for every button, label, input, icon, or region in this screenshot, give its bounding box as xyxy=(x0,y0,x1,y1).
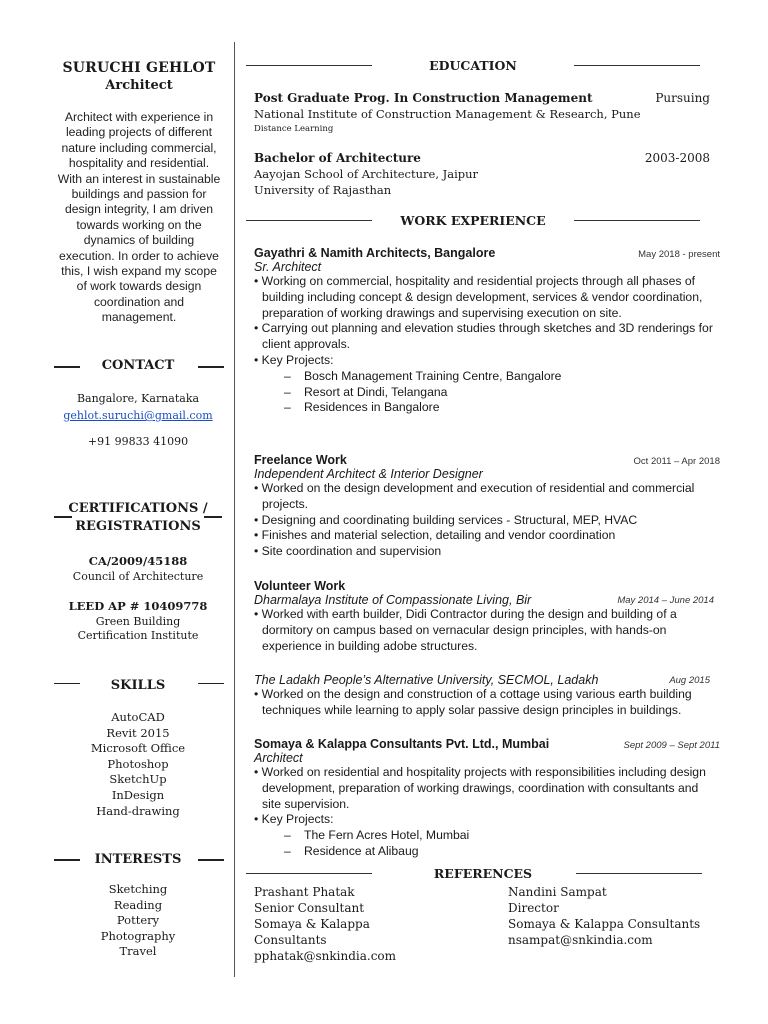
list-item xyxy=(254,812,720,828)
contact-location: Bangalore, Karnataka xyxy=(76,392,200,405)
project-text: Bosch Management Training Centre, Bangalore xyxy=(304,368,562,383)
certifications-heading-line1: CERTIFICATIONS / xyxy=(68,501,208,516)
job-dates: Sept 2009 – Sept 2011 xyxy=(623,740,720,751)
skill-item: SketchUp xyxy=(109,772,167,787)
dash-icon: – xyxy=(284,828,291,843)
cert-id: LEED AP # 10409778 xyxy=(68,599,208,613)
job-bullets xyxy=(254,274,720,416)
work-rule-right xyxy=(574,220,700,221)
education-institute: National Institute of Construction Management & Research, Pune xyxy=(254,107,641,121)
bullet-icon: • xyxy=(254,687,259,701)
interest-item: Photography xyxy=(100,928,176,943)
references-heading: REFERENCES xyxy=(433,866,533,881)
list-item xyxy=(254,544,720,560)
education-rule-left xyxy=(246,65,372,66)
candidate-role: Architect xyxy=(105,78,173,93)
dash-icon: – xyxy=(284,368,291,383)
skill-item: AutoCAD xyxy=(111,710,165,724)
skills-rule-right xyxy=(198,683,224,684)
reference-title: Director xyxy=(508,901,559,915)
candidate-name: SURUCHI GEHLOT xyxy=(62,60,216,76)
project-text: Residences in Bangalore xyxy=(304,400,440,415)
education-heading: EDUCATION xyxy=(429,58,517,73)
bullet-icon: • xyxy=(254,528,259,543)
contact-rule-right xyxy=(198,366,224,368)
list-item xyxy=(254,481,720,513)
skill-item: Photoshop xyxy=(107,756,169,771)
reference-email: nsampat@snkindia.com xyxy=(508,933,653,947)
bullet-text: Worked on residential and hospitality projects with responsibilities including design development, preparation of working drawings, coordination with consultants and site supervision. xyxy=(261,765,706,811)
bullet-text: Worked on the design and construction of a cottage using various earth building techniques while learning to apply solar passive design principles in buildings. xyxy=(261,687,692,717)
column-divider xyxy=(234,42,235,977)
sidebar xyxy=(0,0,234,1024)
dash-icon: – xyxy=(284,400,291,415)
job-entry xyxy=(254,453,720,560)
project-text: Residence at Alibaug xyxy=(304,843,419,858)
education-status: Pursuing xyxy=(655,91,710,105)
reference-email: pphatak@snkindia.com xyxy=(254,949,397,963)
cert-id: CA/2009/45188 xyxy=(88,554,188,568)
reference-name: Prashant Phatak xyxy=(254,885,355,899)
skill-item: Microsoft Office xyxy=(90,741,186,756)
certifications-heading-line2: REGISTRATIONS xyxy=(75,519,201,534)
list-item xyxy=(254,513,720,529)
bullet-icon: • xyxy=(254,512,259,527)
job-role: Dharmalaya Institute of Compassionate Living, Bir xyxy=(254,593,532,607)
interests-heading: INTERESTS xyxy=(94,852,182,867)
project-item xyxy=(254,385,720,401)
education-title: Bachelor of Architecture xyxy=(254,151,421,165)
bullet-text: Worked with earth builder, Didi Contractor during the design and building of a dormitory on campus based on vernacular design principles, with hands-on experience in building adobe structures. xyxy=(261,607,677,653)
work-heading: WORK EXPERIENCE xyxy=(400,213,546,228)
project-item xyxy=(254,369,720,385)
list-item xyxy=(254,687,720,719)
bullet-icon: • xyxy=(254,481,259,495)
contact-heading: CONTACT xyxy=(101,358,175,373)
reference-title: Senior Consultant xyxy=(254,901,365,915)
reference-card xyxy=(254,884,396,964)
education-years: 2003-2008 xyxy=(644,151,710,165)
job-bullets xyxy=(254,481,720,560)
cert-rule-right xyxy=(204,516,222,518)
list-item xyxy=(254,607,720,654)
job-company: Freelance Work xyxy=(254,453,347,467)
job-entry xyxy=(254,246,720,416)
dash-icon: – xyxy=(284,843,291,858)
interest-item: Pottery xyxy=(116,913,160,928)
skill-item: InDesign xyxy=(111,787,165,802)
interest-item: Sketching xyxy=(108,882,168,896)
bullet-icon: • xyxy=(254,812,259,827)
job-bullets xyxy=(254,687,720,719)
bullet-icon: • xyxy=(254,544,259,559)
reference-company: Consultants xyxy=(254,933,327,947)
bullet-text: Finishes and material selection, detailing and vendor coordination xyxy=(261,528,616,543)
job-company: Somaya & Kalappa Consultants Pvt. Ltd., Mumbai xyxy=(254,737,550,751)
education-institute: Aayojan School of Architecture, Jaipur xyxy=(254,167,479,181)
job-entry xyxy=(254,737,720,860)
profile-summary: Architect with experience in leading projects of different nature including commercial, hospitality and residential. With an interest in sustainable buildings and passion for design integrity, I am driven towards working on the dynamics of building execution. In order to achieve this, I wish expand my scope of work towards design coordination and management. xyxy=(57,110,221,325)
list-item xyxy=(254,765,720,812)
cert-org: Council of Architecture xyxy=(72,570,204,583)
job-dates: Oct 2011 – Apr 2018 xyxy=(633,456,720,467)
job-role: Independent Architect & Interior Designer xyxy=(254,467,483,481)
job-company: Gayathri & Namith Architects, Bangalore xyxy=(254,246,496,260)
education-university: University of Rajasthan xyxy=(254,183,392,197)
reference-name: Nandini Sampat xyxy=(508,885,607,899)
contact-phone: +91 99833 41090 xyxy=(87,435,189,448)
list-item xyxy=(254,274,720,321)
bullet-icon: • xyxy=(254,274,259,288)
interests-list xyxy=(40,882,236,960)
work-rule-left xyxy=(246,220,372,221)
job-bullets xyxy=(254,607,720,654)
project-text: The Fern Acres Hotel, Mumbai xyxy=(304,828,470,843)
bullet-text: Worked on the design development and execution of residential and commercial projects. xyxy=(261,481,695,511)
bullet-text: Carrying out planning and elevation studies through sketches and 3D renderings for client approvals. xyxy=(261,321,713,352)
education-rule-right xyxy=(574,65,700,66)
job-role-row xyxy=(254,673,720,687)
interests-rule-right xyxy=(198,859,224,861)
bullet-text: Key Projects: xyxy=(261,352,334,367)
bullet-text: Working on commercial, hospitality and residential projects through all phases of building including concept & design development, services & vendor coordination, preparation of working drawings and supervising execution on site. xyxy=(261,274,703,320)
job-role: The Ladakh People’s Alternative University, SECMOL, Ladakh xyxy=(254,673,599,687)
cert-org: Green Building Certification Institute xyxy=(77,615,199,642)
education-note: Distance Learning xyxy=(254,124,334,134)
job-role: Sr. Architect xyxy=(254,260,322,274)
bullet-text: Site coordination and supervision xyxy=(261,544,442,559)
job-company: Volunteer Work xyxy=(254,579,346,593)
certifications-heading xyxy=(52,500,224,536)
interest-item: Travel xyxy=(119,944,157,959)
project-item xyxy=(254,828,720,844)
project-item xyxy=(254,400,720,416)
dash-icon: – xyxy=(284,384,291,399)
list-item xyxy=(254,321,720,353)
references-rule-right xyxy=(576,873,702,874)
list-item xyxy=(254,528,720,544)
job-role-row xyxy=(254,593,720,607)
job-entry xyxy=(254,579,720,654)
skills-list xyxy=(40,710,236,819)
interest-item: Reading xyxy=(113,897,163,912)
education-title: Post Graduate Prog. In Construction Management xyxy=(254,91,593,105)
reference-company: Somaya & Kalappa Consultants xyxy=(508,917,701,931)
bullet-icon: • xyxy=(254,607,259,621)
bullet-text: Designing and coordinating building services - Structural, MEP, HVAC xyxy=(261,512,638,527)
bullet-icon: • xyxy=(254,321,259,336)
references-rule-left xyxy=(246,873,372,874)
skill-item: Hand-drawing xyxy=(96,803,180,818)
skill-item: Revit 2015 xyxy=(106,725,170,740)
contact-email-link[interactable]: gehlot.suruchi@gmail.com xyxy=(63,409,213,422)
job-bullets xyxy=(254,765,720,860)
job-role: Architect xyxy=(254,751,303,765)
skills-heading: SKILLS xyxy=(110,678,166,693)
reference-card xyxy=(508,884,700,948)
project-text: Resort at Dindi, Telangana xyxy=(304,384,448,399)
job-dates: Aug 2015 xyxy=(669,675,710,686)
job-dates: May 2014 – June 2014 xyxy=(617,595,714,606)
job-dates: May 2018 - present xyxy=(638,249,720,260)
bullet-icon: • xyxy=(254,352,259,367)
reference-company: Somaya & Kalappa xyxy=(254,917,370,931)
list-item xyxy=(254,353,720,369)
project-item xyxy=(254,844,720,860)
bullet-text: Key Projects: xyxy=(261,812,334,827)
bullet-icon: • xyxy=(254,765,259,779)
job-entry xyxy=(254,673,720,719)
